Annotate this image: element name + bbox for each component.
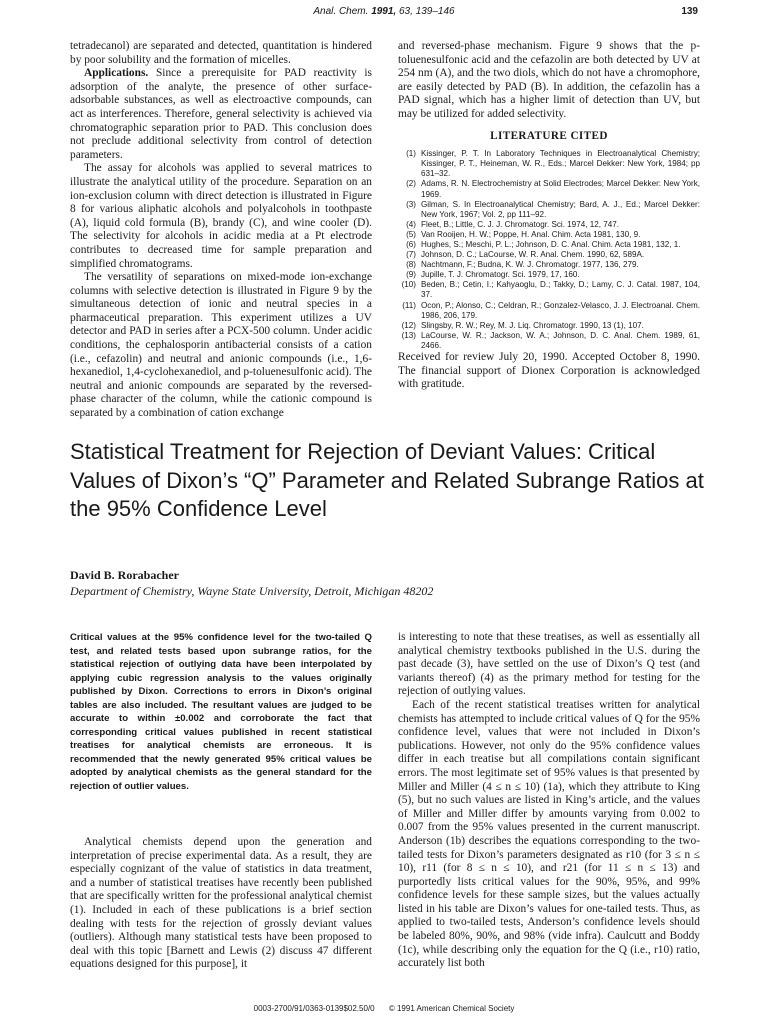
reference-item: [398, 301, 700, 321]
journal-year: 1991,: [371, 6, 397, 17]
reference-number: (13): [401, 330, 416, 340]
article-code: 0003-2700/91/0363-0139$02.50/0: [253, 1004, 375, 1013]
top-right-column: [398, 40, 700, 392]
reference-text: Hughes, S.; Meschi, P. L.; Johnson, D. C. Anal. Chim. Acta 1981, 132, 1.: [421, 240, 681, 249]
reference-number: (12): [401, 320, 416, 330]
reference-text: Adams, R. N. Electrochemistry at Solid Electrodes; Marcel Dekker: New York, 1969.: [421, 179, 700, 199]
page-number: 139: [681, 6, 698, 17]
reference-number: (5): [406, 229, 416, 239]
reference-text: Slingsby, R. W.; Rey, M. J. Liq. Chromatogr. 1990, 13 (1), 107.: [421, 320, 644, 330]
reference-item: [398, 240, 700, 250]
reference-number: (10): [401, 280, 416, 290]
paragraph: The assay for alcohols was applied to several matrices to illustrate the analytical utility of the procedure. Separation on an ion-exclusion column with direct detection is illustrated in Figure 8 for various aliphatic alcohols and polyalcohols in toothpaste (A), liquid cold formula (B), brandy (C), and wine cooler (D). The selectivity for alcohols in acidic media at a Pt electrode contributes to decreased time for sample preparation and simplified chromatograms.: [70, 162, 372, 270]
intro-paragraph: Analytical chemists depend upon the generation and interpretation of precise experimental data. As a result, they are especially cognizant of the value of statistics in data treatment, and a number of statistical treatises have recently been published that are specifically written for the professional analytical chemist (1). Included in each of these publications is a brief section dealing with tests for the rejection of grossly deviant values (outliers). Although many statistical tests have been proposed to deal with this topic [Barnett and Lewis (2) discuss 47 different equations designed for this purpose], it: [70, 836, 372, 971]
reference-text: Gilman, S. In Electroanalytical Chemistry; Bard, A. J., Ed.; Marcel Dekker: New York, 1967; Vol. 2, pp 111–92.: [421, 199, 700, 219]
copyright: © 1991 American Chemical Society: [388, 1004, 515, 1013]
journal-volume: 63,: [399, 6, 413, 17]
author-name: David B. Rorabacher: [70, 568, 179, 582]
reference-item: [398, 230, 700, 240]
journal-pages: 139–146: [415, 6, 455, 17]
paragraph: Each of the recent statistical treatises written for analytical chemists has attempted to include critical values of Q for the 95% confidence level, values that were not included in Dixon’s publications. However, not only do the 95% confidence values differ in each treatise but all compilations contain significant errors. The most legitimate set of 95% values is that presented by Miller and Miller (4 ≤ n ≤ 10) (1a), which they attribute to King (5), but no such values are listed in King’s article, and the values of Miller and Miller differ by amounts varying from 0.002 to 0.007 from the 95% values presented in the current manuscript. Anderson (1b) describes the equations corresponding to the two-tailed tests for Dixon’s parameters designated as r10 (for 3 ≤ n ≤ 10), r11 (for 8 ≤ n ≤ 10), and r21 (for 11 ≤ n ≤ 13) and purportedly lists critical values for the 90%, 95%, and 99% confidence levels for these sample sizes, but the values actually listed in his table are Dixon’s values for one-tailed tests. Thus, as applied to two-tailed tests, Anderson’s confidence levels should be labeled 80%, 90%, and 98% (vide infra). Caulcutt and Boddy (1c), while describing only the equation for the Q (i.e., r10) ratio, accurately list both: [398, 698, 700, 970]
reference-text: Ocon, P.; Alonso, C.; Celdran, R.; Gonzalez-Velasco, J. J. Electroanal. Chem. 1986, 206, 179.: [421, 300, 700, 320]
reference-text: Johnson, D. C.; LaCourse, W. R. Anal. Chem. 1990, 62, 589A.: [421, 250, 645, 260]
reference-number: (9): [406, 270, 416, 280]
paragraph: is interesting to note that these treatises, as well as essentially all analytical chemistry textbooks published in the U.S. during the past decade (3), have settled on the use of Dixon’s Q test (and variants thereof) (4) as the primary method for testing for the rejection of outlying values.: [398, 631, 700, 698]
reference-item: [398, 331, 700, 351]
paragraph-text: Since a prerequisite for PAD reactivity is adsorption of the analyte, the presence of other surface-adsorbable substances, as well as electroactive compounds, can act as interferences. Therefore, general selectivity is achieved via chromatographic separation prior to PAD. This conclusion does not preclude additional selectivity from control of detection parameters.: [70, 67, 372, 161]
article-title: Statistical Treatment for Rejection of Deviant Values: Critical Values of Dixon’s “Q” Parameter and Related Subrange Ratios at the 95% Confidence Level: [70, 439, 704, 521]
reference-number: (2): [406, 179, 416, 189]
paragraph: tetradecanol) are separated and detected, quantitation is hindered by poor solubility and the formation of micelles.: [70, 40, 372, 66]
reference-number: (3): [406, 199, 416, 209]
reference-number: (1): [406, 149, 416, 159]
reference-item: [398, 270, 700, 280]
reference-item: [398, 321, 700, 331]
reference-text: Van Rooijen, H. W.; Poppe, H. Anal. Chim. Acta 1981, 130, 9.: [421, 229, 641, 239]
reference-item: [398, 220, 700, 230]
reference-number: (6): [406, 240, 416, 249]
page-footer: [0, 1004, 768, 1013]
author-affiliation: Department of Chemistry, Wayne State University, Detroit, Michigan 48202: [70, 584, 434, 598]
reference-item: [398, 250, 700, 260]
reference-text: Beden, B.; Cetin, I.; Kahyaoglu, D.; Takky, D.; Lamy, C. J. Catal. 1987, 104, 37.: [421, 280, 700, 300]
reference-text: Fleet, B.; Little, C. J. J. Chromatogr. Sci. 1974, 12, 747.: [421, 219, 619, 229]
reference-number: (8): [406, 260, 416, 270]
reference-item: [398, 200, 700, 220]
running-header: [0, 6, 768, 17]
reference-number: (4): [406, 219, 416, 229]
runin-heading: Applications.: [84, 67, 149, 80]
reference-text: LaCourse, W. R.; Jackson, W. A.; Johnson, D. C. Anal. Chem. 1989, 61, 2466.: [421, 330, 700, 350]
bottom-left-column: [70, 836, 372, 972]
reference-number: (7): [406, 250, 416, 260]
reference-text: Nachtmann, F.; Budna, K. W. J. Chromatogr. 1977, 136, 279.: [421, 260, 639, 270]
reference-text: Jupille, T. J. Chromatogr. Sci. 1979, 17, 160.: [421, 270, 580, 280]
top-left-column: [70, 40, 372, 421]
received-note: Received for review July 20, 1990. Accepted October 8, 1990. The financial support of Dionex Corporation is acknowledged with gratitude.: [398, 351, 700, 391]
reference-item: [398, 149, 700, 179]
reference-item: [398, 260, 700, 270]
journal-name: Anal. Chem.: [313, 6, 369, 17]
reference-list: [398, 149, 700, 351]
paragraph: The versatility of separations on mixed-mode ion-exchange columns with selective detection is illustrated in Figure 9 by the simultaneous detection of ionic and neutral species in a pharmaceutical preparation. This experiment utilizes a UV detector and PAD in series after a PCX-500 column. Under acidic conditions, the cephalosporin antibacterial consists of a cation (i.e., cefazolin) and neutral and anionic compounds (i.e., 1,6-hexanediol, 1,4-cyclohexanediol, and p-toluenesulfonic acid). The neutral and anionic compounds are separated by the reversed-phase character of the column, while the cationic compound is separated by a combination of cation exchange: [70, 271, 372, 420]
paragraph: and reversed-phase mechanism. Figure 9 shows that the p-toluenesulfonic acid and the cefazolin are both detected by UV at 254 nm (A), and the two diols, which do not have a chromophore, are easily detected by PAD (B). In addition, the cefazolin has a PAD signal, which has a higher limit of detection than UV, but may be utilized for added selectivity.: [398, 40, 700, 120]
reference-text: Kissinger, P. T. In Laboratory Techniques in Electroanalytical Chemistry; Kissinger, P. T., Heineman, W. R., Eds.; Marcel Dekker: New York, 1984; pp 631–32.: [421, 149, 700, 179]
reference-item: [398, 179, 700, 199]
abstract: Critical values at the 95% confidence level for the two-tailed Q test, and related tests based upon subrange ratios, for the statistical rejection of outlying data have been interpolated by applying cubic regression analysis to the values originally published by Dixon. Corrections to errors in Dixon’s original tables are also included. The resultant values are judged to be accurate to within ±0.002 and corroborate the fact that corresponding critical values published in recent statistical treatises for analytical chemists are erroneous. It is recommended that the newly generated 95% critical values be adopted by analytical chemists as the general standard for the rejection of outlier values.: [70, 632, 372, 792]
literature-cited-heading: LITERATURE CITED: [490, 129, 608, 142]
bottom-right-column: [398, 631, 700, 971]
applications-paragraph: [70, 67, 372, 162]
reference-item: [398, 280, 700, 300]
reference-number: (11): [402, 300, 416, 310]
